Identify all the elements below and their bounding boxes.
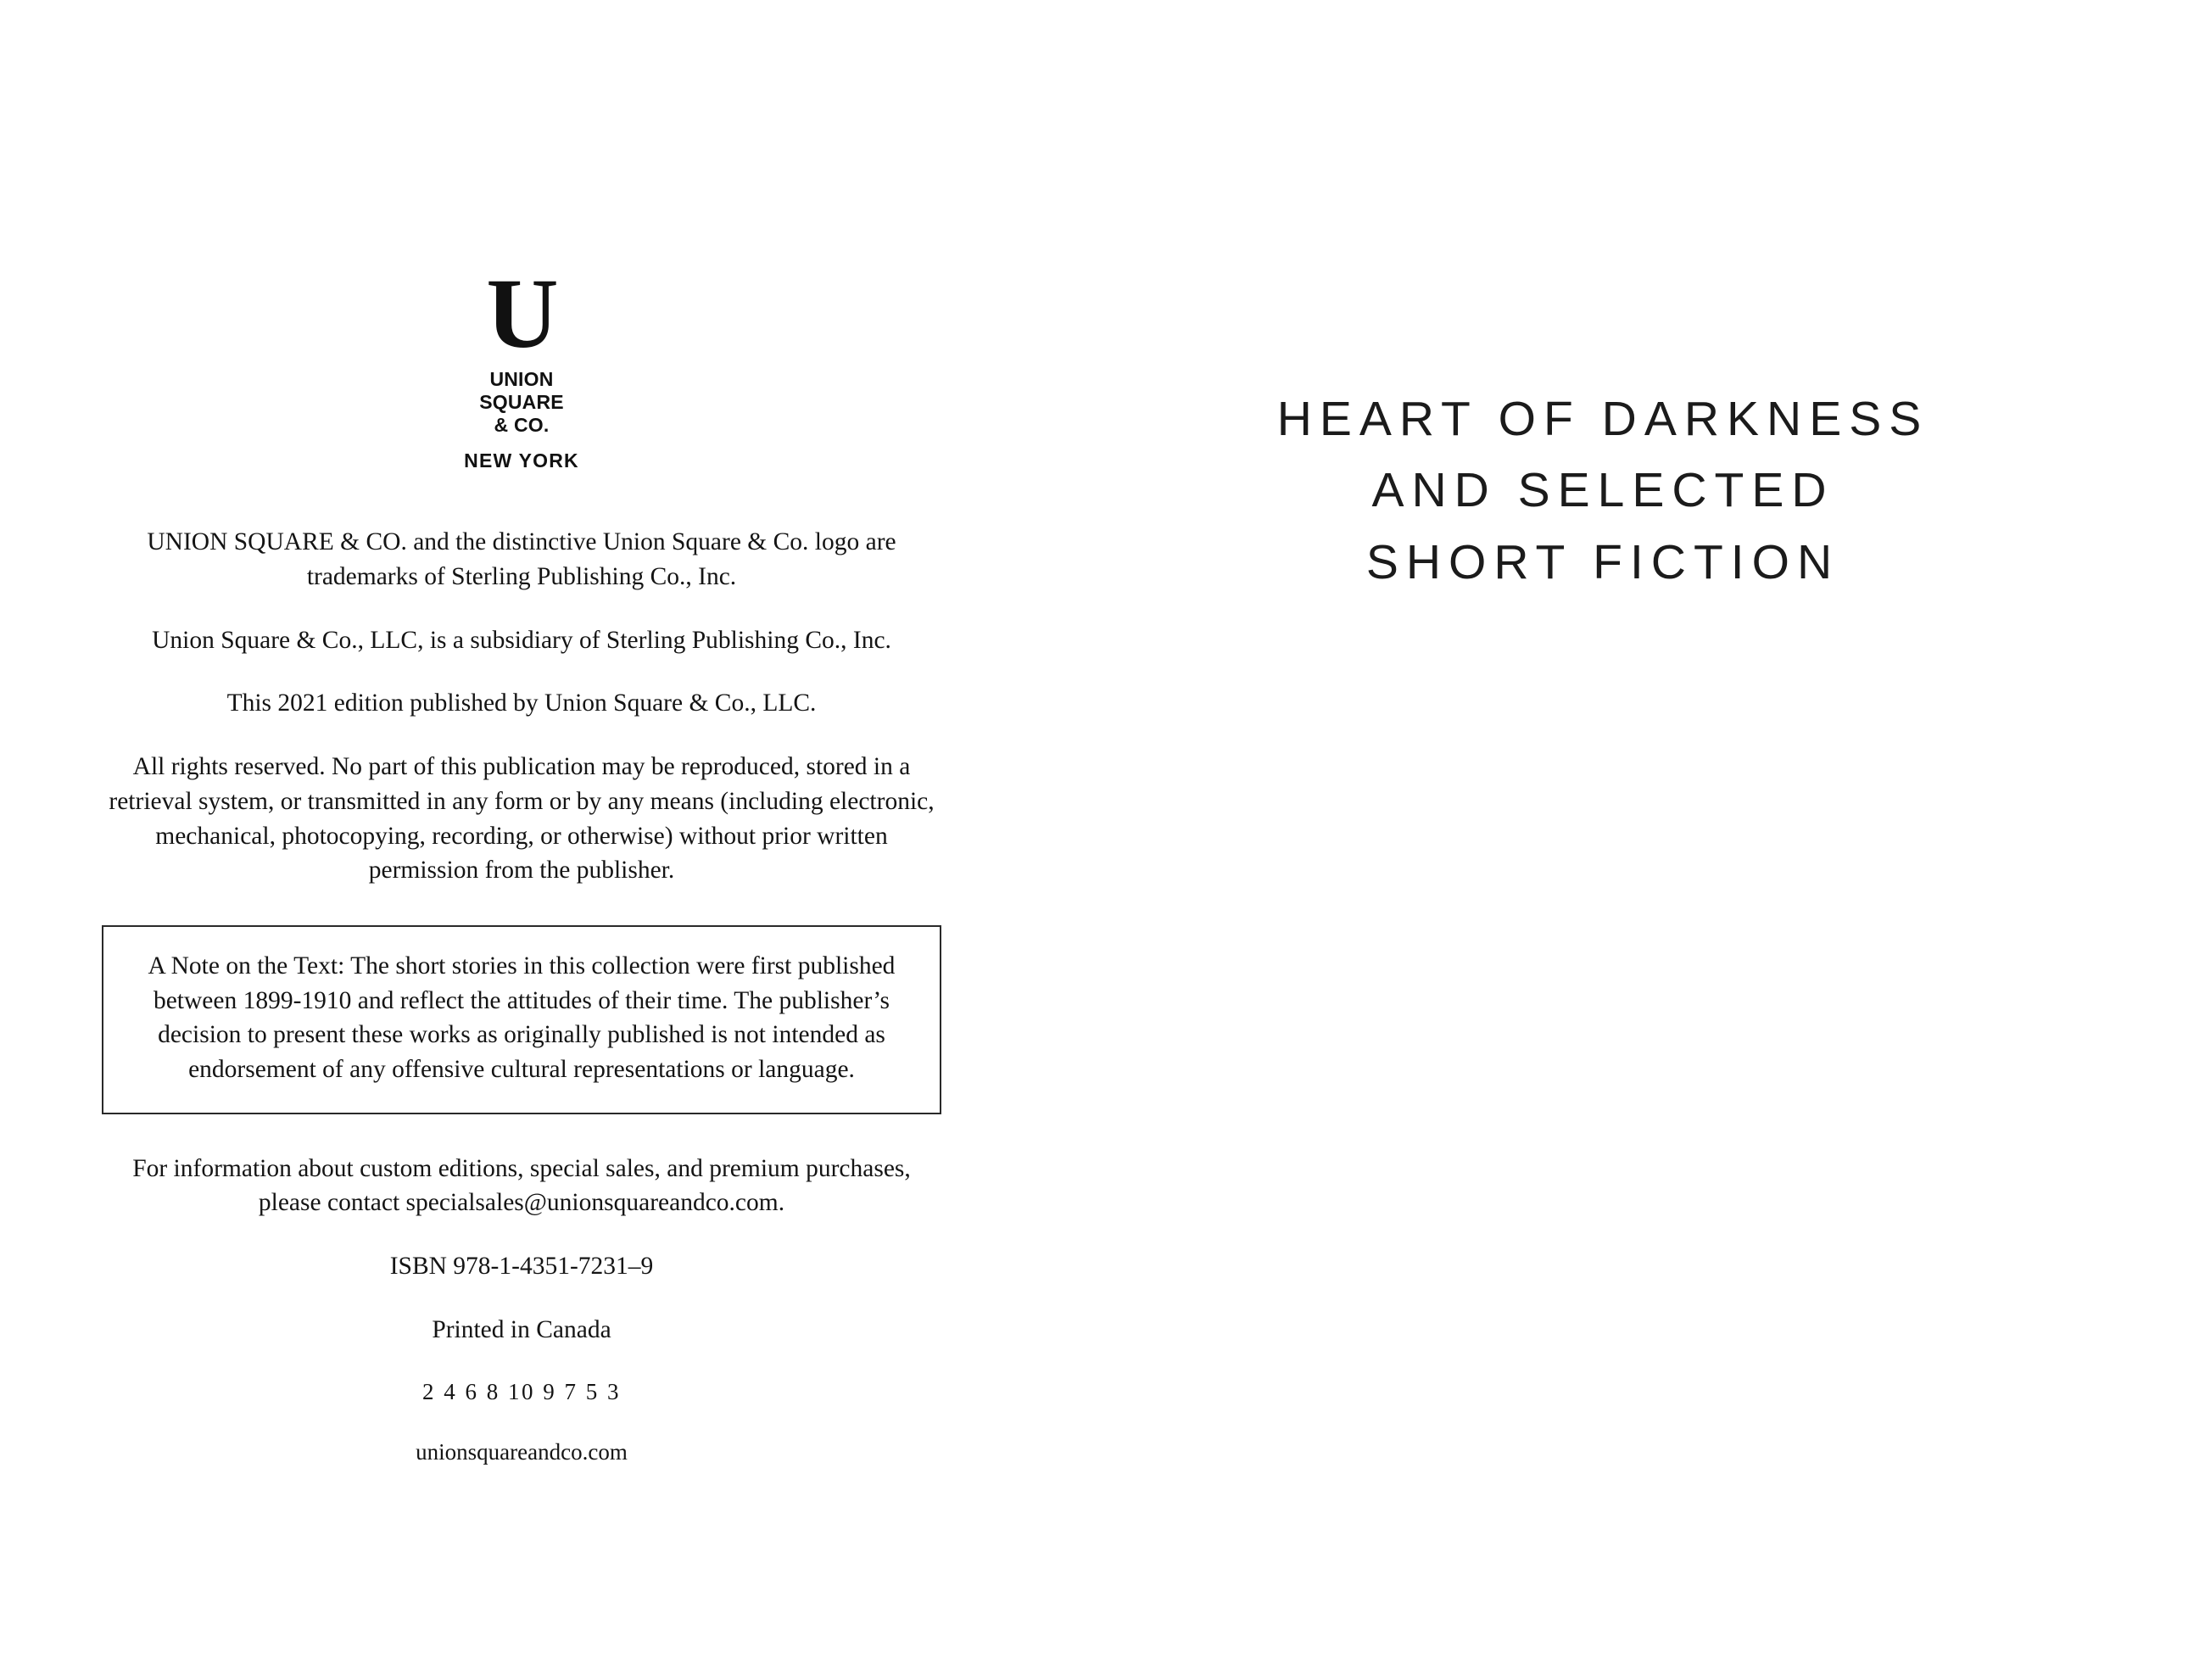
left-page-copyright xyxy=(0,0,1102,1680)
printed-in-line: Printed in Canada xyxy=(432,1315,611,1343)
note-on-the-text-box xyxy=(102,925,941,1114)
copyright-block xyxy=(102,258,941,1468)
logo-word-line-2: SQUARE xyxy=(479,390,564,413)
publisher-website: unionsquareandco.com xyxy=(416,1438,628,1465)
publisher-logo xyxy=(102,258,941,472)
right-page-title xyxy=(1102,0,2205,1680)
trademark-paragraph: UNION SQUARE & CO. and the distinctive Union Square & Co. logo are trademarks of Sterling Publishing Co., Inc. xyxy=(147,528,896,591)
logo-u-mark: U xyxy=(486,258,557,369)
logo-wordmark xyxy=(102,368,941,436)
title-line-2: AND SELECTED xyxy=(1371,463,1834,518)
logo-word-line-3: & CO. xyxy=(494,413,550,436)
logo-city: NEW YORK xyxy=(464,449,579,472)
title-line-1: HEART OF DARKNESS xyxy=(1276,392,1929,446)
logo-word-line-1: UNION xyxy=(489,368,554,391)
title-line-3: SHORT FICTION xyxy=(1365,534,1840,589)
subsidiary-paragraph: Union Square & Co., LLC, is a subsidiary of Sterling Publishing Co., Inc. xyxy=(152,626,891,654)
note-on-the-text: A Note on the Text: The short stories in this collection were first published between 1899-1910 and reflect the attitudes of their time. The publisher’s decision to present these works as originally published is not intended as endorsement of any offensive cultural representations or language. xyxy=(148,952,896,1084)
isbn-line: ISBN 978-1-4351-7231–9 xyxy=(389,1253,654,1281)
rights-reserved-paragraph: All rights reserved. No part of this publication may be reproduced, stored in a retrieval system, or transmitted in any form or by any means (including electronic, mechanical, photocopying, recording, or otherwise) without prior written permission from the publisher. xyxy=(109,753,935,885)
book-title xyxy=(1102,383,2103,598)
print-run-numbers: 2 4 6 8 10 9 7 5 3 xyxy=(422,1378,621,1404)
edition-paragraph: This 2021 edition published by Union Square & Co., LLC. xyxy=(226,689,817,717)
custom-editions-paragraph: For information about custom editions, special sales, and premium purchases, please contact specialsales@unionsquareandco.com. xyxy=(132,1154,911,1217)
